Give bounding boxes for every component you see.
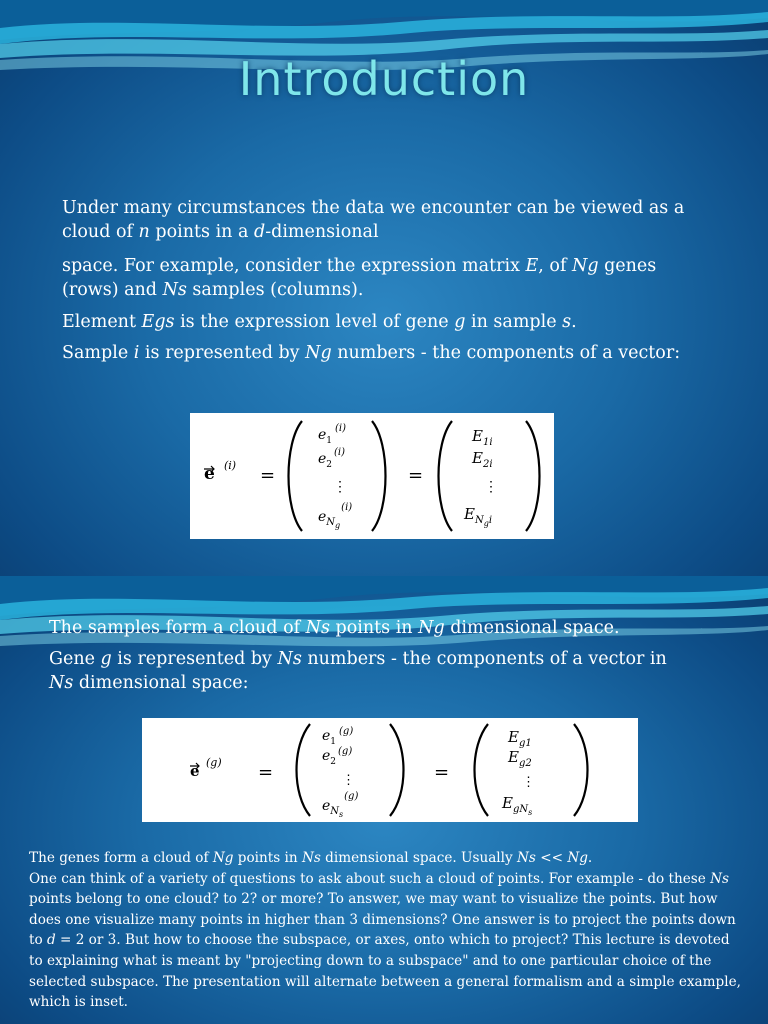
text-run: dimensional space. Usually <box>320 850 517 866</box>
math-var: d <box>254 222 266 242</box>
equals-sign: = <box>260 465 276 486</box>
math-var: Ns <box>301 850 321 866</box>
text-run: << <box>535 850 568 866</box>
right-paren-icon <box>526 421 540 531</box>
text-run: points in <box>233 850 302 866</box>
matrix-entry: $E_{1i}$ <box>472 427 493 448</box>
right-paren-icon <box>574 724 588 816</box>
text-run: . <box>571 312 577 332</box>
text-run: = 2 or 3. But how to choose the subspace, or axes, onto which to project? This lecture is devoted to explaining what is meant by "projecting down to a subspace" and to one particular choice of the selected subspace. The presentation will alternate between a general formalism and a simple example, which is inset. <box>29 932 741 1011</box>
text-run: Sample <box>62 343 134 363</box>
math-var: E <box>525 256 539 276</box>
matrix-entry: $e_{Ng}^{(i)}$ <box>318 502 353 530</box>
matrix-entry: $e_{Ns}^{(g)}$ <box>322 791 359 819</box>
paragraph-genes-cloud-discussion <box>29 848 741 1013</box>
text-run: space. For example, consider the expression matrix <box>62 256 526 276</box>
text-run: dimensional space: <box>73 673 249 693</box>
left-paren-icon <box>297 724 311 816</box>
math-var: Egs <box>141 312 175 332</box>
text-run: numbers - the components of a vector: <box>331 343 681 363</box>
text-run: Gene <box>49 649 101 669</box>
math-var: g <box>454 312 466 332</box>
paragraph-expression-matrix <box>62 254 682 302</box>
math-var: g <box>100 649 112 669</box>
text-run: Element <box>62 312 142 332</box>
text-run: in sample <box>465 312 563 332</box>
equals-sign: = <box>434 762 450 783</box>
matrix-entry: $E_{2i}$ <box>472 449 493 470</box>
slide-title: Introduction <box>238 52 530 106</box>
text-run: One can think of a variety of questions to ask about such a cloud of points. For example - do these <box>29 870 711 887</box>
math-var: Ng <box>567 850 588 866</box>
paragraph-element-egs <box>62 310 722 334</box>
equals-sign: = <box>258 762 274 783</box>
text-run: -dimensional <box>265 222 379 242</box>
math-var: Ns <box>710 870 730 887</box>
math-var: Ng <box>305 343 332 363</box>
paragraph-samples-cloud <box>49 616 749 640</box>
right-paren-icon <box>390 724 404 816</box>
matrix-entry: $e_1^{(i)}$ <box>318 423 347 446</box>
equation-sample-vector <box>190 413 554 539</box>
math-var: Ns <box>49 673 74 693</box>
matrix-entry: $E_{g1}$ <box>508 728 532 749</box>
text-run: is represented by <box>111 649 278 669</box>
text-block <box>29 869 741 1013</box>
text-run: Under many circumstances the data we encounter can be viewed as a cloud of <box>62 198 685 242</box>
left-paren-icon <box>439 421 453 531</box>
matrix-entry: $E_{Ng}^i$ <box>464 505 493 528</box>
equals-sign: = <box>408 465 424 486</box>
paragraph-gene-vector <box>49 647 739 695</box>
vertical-dots: ⋮ <box>484 479 498 495</box>
text-run: is represented by <box>139 343 306 363</box>
text-run: genes (rows) and <box>62 256 657 300</box>
text-run: numbers - the components of a vector in <box>301 649 667 669</box>
matrix-entry: $e_2^{(g)}$ <box>322 746 353 767</box>
math-var: Ng <box>572 256 599 276</box>
math-var: Ns <box>305 618 330 638</box>
text-line <box>29 848 741 869</box>
math-var: i <box>133 343 140 363</box>
text-run: samples (columns). <box>186 280 364 300</box>
math-var: Ng <box>418 618 445 638</box>
math-var: Ns <box>162 280 187 300</box>
vertical-dots: ⋮ <box>333 479 347 495</box>
text-run: . <box>587 850 593 866</box>
vertical-dots: ⋮ <box>522 775 535 790</box>
math-var: n <box>138 222 150 242</box>
left-paren-icon <box>475 724 489 816</box>
text-run: dimensional space. <box>444 618 620 638</box>
text-run: points in a <box>149 222 254 242</box>
matrix-entry: $e_1^{(g)}$ <box>322 726 354 747</box>
math-var: s <box>562 312 572 332</box>
vector-symbol: e <box>190 762 200 780</box>
text-run: The genes form a cloud of <box>29 850 213 866</box>
text-run: The samples form a cloud of <box>49 618 306 638</box>
math-var: Ng <box>212 850 234 866</box>
vector-symbol: e <box>204 464 215 484</box>
matrix-entry: $E_{gNs}$ <box>502 794 533 817</box>
text-run: is the expression level of gene <box>174 312 455 332</box>
math-var: d <box>46 932 56 949</box>
vector-superscript: (g) <box>206 756 222 769</box>
matrix-entry: $e_2^{(i)}$ <box>318 447 346 470</box>
left-paren-icon <box>289 421 303 531</box>
text-run: points in <box>329 618 419 638</box>
text-run: points belong to one cloud? to 2? or more? To answer, we may want to visualize the points. But how does one visualize many points in higher than 3 dimensions? One answer is to project the points down to <box>29 891 736 949</box>
vector-superscript: (i) <box>224 459 237 472</box>
equation-gene-vector <box>142 718 638 822</box>
vertical-dots: ⋮ <box>342 773 355 788</box>
paragraph-sample-vector <box>62 341 742 365</box>
matrix-entry: $E_{g2}$ <box>508 748 532 769</box>
math-var: Ns <box>277 649 302 669</box>
math-var: Ns <box>517 850 536 866</box>
right-paren-icon <box>372 421 386 531</box>
paragraph-cloud-of-points <box>62 196 702 244</box>
text-run: , of <box>538 256 572 276</box>
